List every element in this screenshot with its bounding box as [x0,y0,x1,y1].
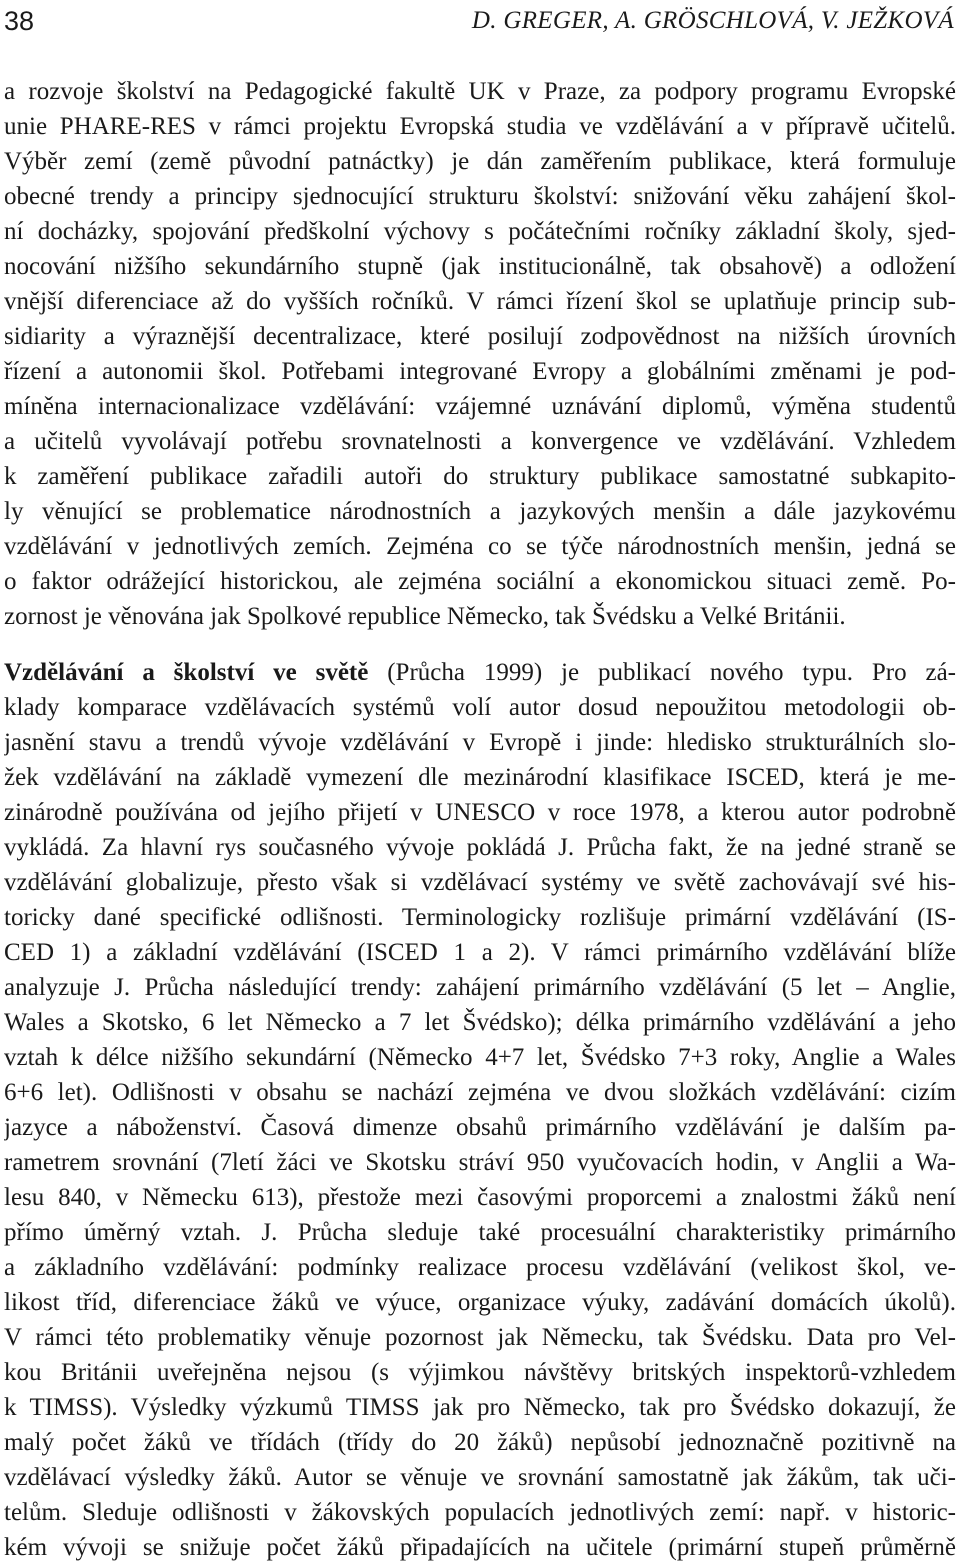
text-line: a učitelů vyvolávají potřebu srovnatelnosti a konvergence ve vzdělávání. Vzhledem [4,428,956,455]
text-line: sidiarity a výraznější decentralizace, které posilují zodpovědnost na nižších úrovních [4,323,956,350]
text-line: telům. Sleduje odlišnosti v žákovských populacích jednotlivých zemí: např. v historic- [4,1499,956,1526]
text-line: žek vzdělávání na základě vymezení dle mezinárodní klasifikace ISCED, která je me- [4,764,956,791]
text-line: malý počet žáků ve třídách (třídy do 20 žáků) nepůsobí jednoznačně pozitivně na [4,1429,956,1456]
text-line: k TIMSS). Výsledky výzkumů TIMSS jak pro Německo, tak pro Švédsko dokazují, že [4,1394,956,1421]
text-line: vykládá. Za hlavní rys současného vývoje pokládá J. Průcha fakt, že na jedné straně se [4,834,956,861]
text-line: CED 1) a základní vzdělávání (ISCED 1 a 2). V rámci primárního vzdělávání blíže [4,939,956,966]
text-line: 6+6 let). Odlišnosti v obsahu se nachází zejména ve dvou složkách vzdělávání: cizím [4,1079,956,1106]
book-title: Vzdělávání a školství ve světě [4,659,369,686]
text-line: rametrem srovnání (7letí žáci ve Skotsku stráví 950 vyučovacích hodin, v Anglii a Wa- [4,1149,956,1176]
text-line: kém vývoji se snižuje počet žáků připadajících na učitele (primární stupeň průměrně [4,1534,956,1561]
text-line: obecné trendy a principy sjednocující strukturu školství: snižování věku zahájení škol- [4,183,956,210]
text-line: řízení a autonomii škol. Potřebami integrované Evropy a globálními změnami je pod- [4,358,956,385]
text-line: vnější diferenciace až do vyšších ročníků. V rámci řízení škol se uplatňuje princip sub- [4,288,956,315]
text-line: vzdělávání v jednotlivých zemích. Zejména co se týče národnostních menšin, jedná se [4,533,956,560]
text-line: k zaměření publikace zařadili autoři do struktury publikace samostatné subkapito- [4,463,956,490]
text-line: unie PHARE-RES v rámci projektu Evropská studia ve vzdělávání a v přípravě učitelů. [4,113,956,140]
text-line: kou Británii uveřejněna nejsou (s výjimkou návštěvy britských inspektorů-vzhledem [4,1359,956,1386]
text-line: vztah k délce nižšího sekundární (Německo 4+7 let, Švédsko 7+3 roky, Anglie a Wales [4,1044,956,1071]
text-line: a rozvoje školství na Pedagogické fakultě UK v Praze, za podpory programu Evropské [4,78,956,105]
text-line: vzdělávací výsledky žáků. Autor se věnuje ve srovnání samostatně jak žákům, tak uči- [4,1464,956,1491]
text-line: ly věnující se problematice národnostních a jazykových menšin a dále jazykovému [4,498,956,525]
text-line: lesu 840, v Německu 613), přestože mezi časovými proporcemi a znalostmi žáků není [4,1184,956,1211]
text-line: Výběr zemí (země původní patnáctky) je dán zaměřením publikace, která formuluje [4,148,956,175]
text-line: ní docházky, spojování předškolní výchovy s počátečními ročníky základní školy, sjed- [4,218,956,245]
page-number: 38 [4,6,35,36]
text-span: (Průcha 1999) je publikací nového typu. Pro zá- [368,659,956,686]
running-header: D. GREGER, A. GRÖSCHLOVÁ, V. JEŽKOVÁ [471,7,954,34]
text-line: nocování nižšího sekundárního stupně (jak institucionálně, tak obsahově) a odložení [4,253,956,280]
text-line: toricky dané specifické odlišnosti. Terminologicky rozlišuje primární vzdělávání (IS- [4,904,956,931]
text-line: a základního vzdělávání: podmínky realizace procesu vzdělávání (velikost škol, ve- [4,1254,956,1281]
text-line: míněna internacionalizace vzdělávání: vzájemné uznávání diplomů, výměna studentů [4,393,956,420]
text-line: klady komparace vzdělávacích systémů volí autor dosud nepoužitou metodologii ob- [4,694,956,721]
text-line: Wales a Skotsko, 6 let Německo a 7 let Švédsko); délka primárního vzdělávání a jeho [4,1009,956,1036]
text-line: přímo úměrný vztah. J. Průcha sleduje také procesuální charakteristiky primárního [4,1219,956,1246]
text-line: V rámci této problematiky věnuje pozornost jak Německu, tak Švédsku. Data pro Vel- [4,1324,956,1351]
text-line: zornost je věnována jak Spolkové republice Německo, tak Švédsku a Velké Británii. [4,603,846,630]
text-line: zinárodně používána od jejího přijetí v UNESCO v roce 1978, a kterou autor podrobně [4,799,956,826]
text-line: o faktor odrážející historickou, ale zejména sociální a ekonomickou situaci země. Po- [4,568,956,595]
text-line: likost tříd, diferenciace žáků ve výuce, organizace výuky, zadávání domácích úkolů). [4,1289,956,1316]
text-line: analyzuje J. Průcha následující trendy: zahájení primárního vzdělávání (5 let – Anglie, [4,974,956,1001]
text-line: jazyce a náboženství. Časová dimenze obsahů primárního vzdělávání je dalším pa- [4,1114,956,1141]
text-line [4,656,956,690]
text-line: vzdělávání globalizuje, přesto však si vzdělávací systémy ve světě zachovávají své his- [4,869,956,896]
text-line: jasnění stavu a trendů vývoje vzdělávání v Evropě i jinde: hledisko strukturálních slo- [4,729,956,756]
